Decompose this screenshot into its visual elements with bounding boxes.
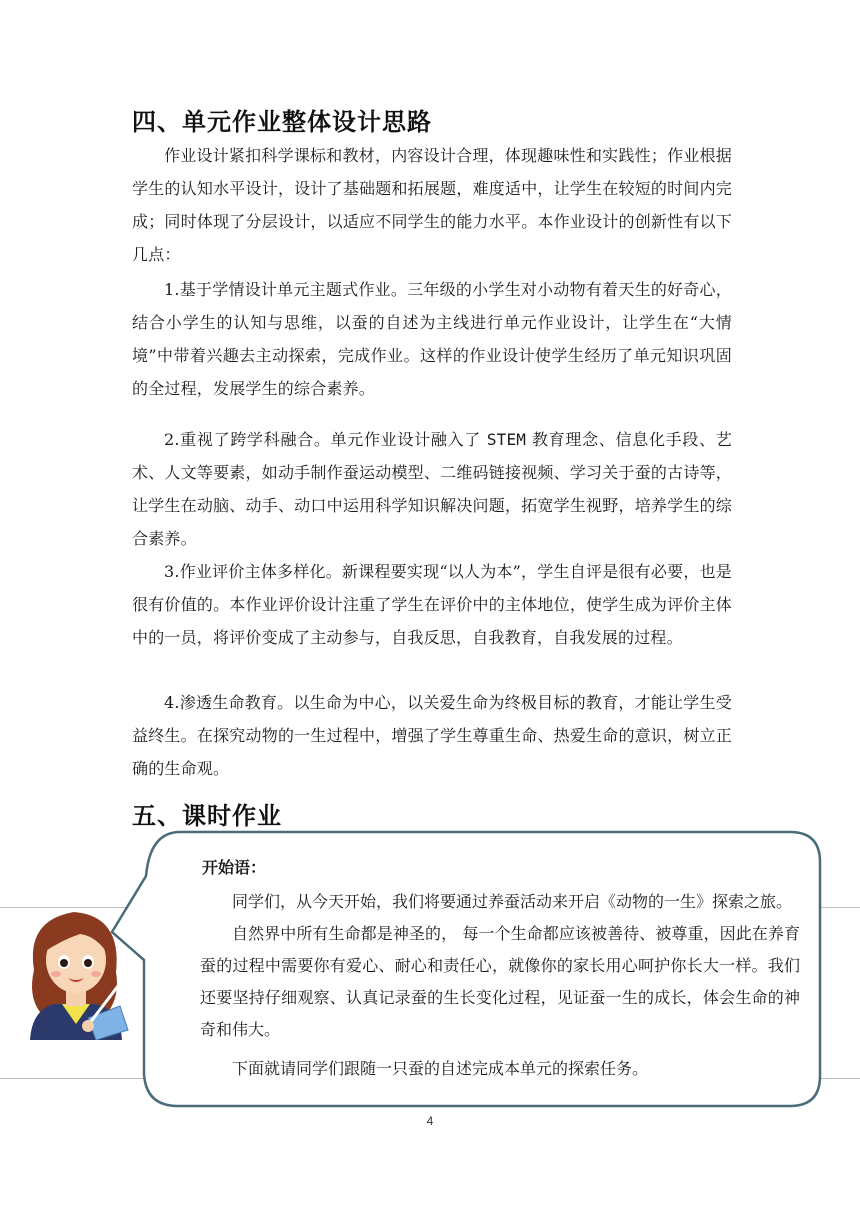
bubble-line-1: 同学们，从今天开始，我们将要通过养蚕活动来开启《动物的一生》探索之旅。 bbox=[232, 892, 793, 911]
section-4-intro: 作业设计紧扣科学课标和教材，内容设计合理，体现趣味性和实践性；作业根据学生的认知水平设计，设计了基础题和拓展题，难度适中，让学生在较短的时间内完成；同时体现了分层设计，以适应不同学生的能力水平。本作业设计的创新性有以下几点： bbox=[132, 146, 732, 264]
bubble-line-2: 自然界中所有生命都是神圣的， 每一个生命都应该被善待、被尊重，因此在养育蚕的过程中需要你有爱心、耐心和责任心，就像你的家长用心呵护你长大一样。我们还要坚持仔细观察、认真记录蚕的生长变化过程，见证蚕一生的成长，体会生命的神奇和伟大。 bbox=[200, 924, 800, 1039]
point-2-stem: STEM bbox=[486, 430, 527, 449]
section-4-heading: 四、单元作业整体设计思路 bbox=[132, 108, 432, 136]
section-4-point-4: 4.渗透生命教育。以生命为中心，以关爱生命为终极目标的教育，才能让学生受益终生。在探究动物的一生过程中，增强了学生尊重生命、热爱生命的意识，树立正确的生命观。 bbox=[132, 693, 732, 778]
section-4-point-3: 3.作业评价主体多样化。新课程要实现“以人为本”，学生自评是很有必要，也是很有价值的。本作业评价设计注重了学生在评价中的主体地位，使学生成为评价主体中的一员，将评价变成了主动参与，自我反思，自我教育，自我发展的过程。 bbox=[132, 562, 732, 647]
bubble-heading: 开始语： bbox=[202, 858, 267, 877]
section-5-heading: 五、课时作业 bbox=[132, 802, 282, 830]
point-2-text-a: 2.重视了跨学科融合。单元作业设计融入了 bbox=[164, 430, 487, 449]
bubble-line-3: 下面就请同学们跟随一只蚕的自述完成本单元的探索任务。 bbox=[232, 1059, 649, 1078]
section-4-point-1: 1.基于学情设计单元主题式作业。三年级的小学生对小动物有着天生的好奇心，结合小学生的认知与思维，以蚕的自述为主线进行单元作业设计，让学生在“大情境”中带着兴趣去主动探索，完成作业。这样的作业设计使学生经历了单元知识巩固的全过程，发展学生的综合素养。 bbox=[132, 280, 732, 398]
point-2-text-b: 教育理念、信息化手段、艺术、人文等要素，如动手制作蚕运动模型、二维码链接视频、学习关于蚕的古诗等，让学生在动脑、动手、动口中运用科学知识解决问题，拓宽学生视野，培养学生的综合素养。 bbox=[132, 430, 732, 548]
teacher-illustration-icon bbox=[16, 900, 136, 1040]
page-number: 4 bbox=[426, 1114, 434, 1128]
